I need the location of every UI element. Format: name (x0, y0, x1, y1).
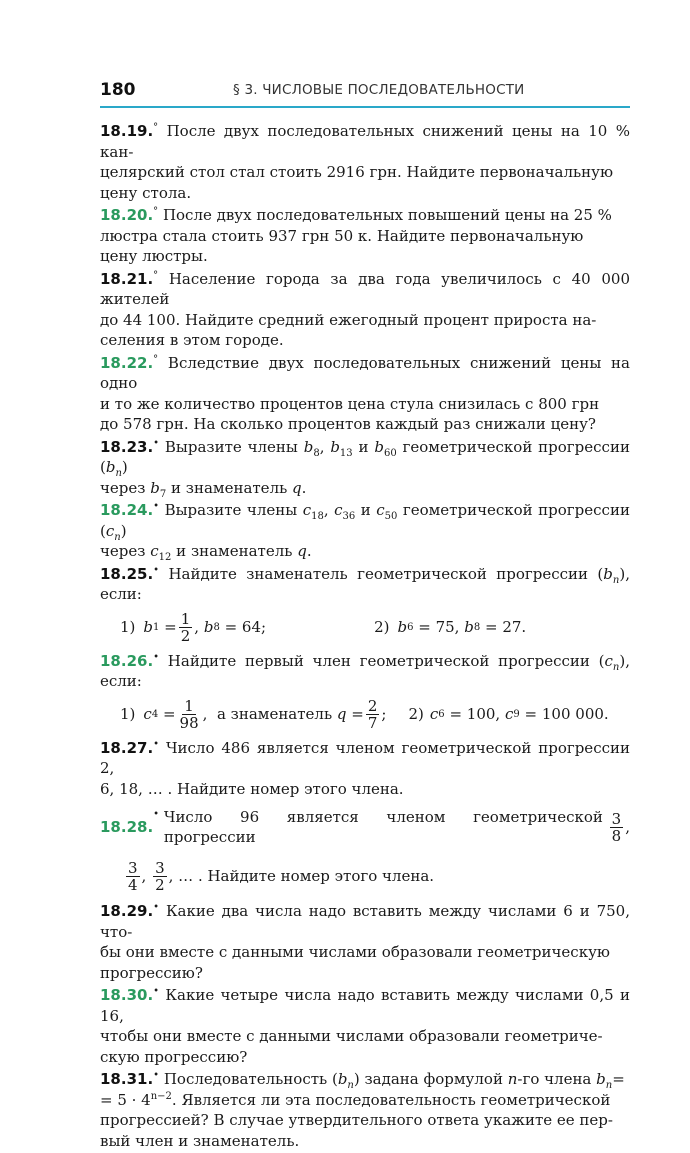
math-text: = 100, (449, 705, 501, 724)
problem-text: После двух последовательных снижений цены на 10 % кан- (100, 122, 630, 161)
math-sub: n (347, 1080, 354, 1091)
problem-number: 18.19. (100, 122, 154, 140)
problem-text: задана формулой (364, 1070, 503, 1088)
problem-text: и (358, 437, 369, 456)
problem-number: 18.23. (100, 437, 154, 456)
difficulty-mark: ° (153, 269, 159, 281)
math-sub: 12 (158, 552, 172, 563)
problem-text: прогрессией? В случае утвердительного ответа укажите ее пер- (100, 1111, 613, 1129)
math-var: b (330, 437, 340, 456)
difficulty-mark: • (153, 986, 160, 997)
denominator: 98 (179, 714, 199, 732)
problem-text: скую прогрессию? (100, 1047, 248, 1066)
numerator: 1 (180, 610, 191, 628)
difficulty-mark: • (153, 501, 160, 512)
math-text: = 64; (224, 618, 267, 637)
problem-18-22 (100, 353, 630, 435)
math-var: b (203, 618, 214, 637)
problem-text: и знаменатель (176, 542, 293, 560)
problem-text: Выразите члены (164, 501, 298, 519)
numerator: 3 (128, 858, 138, 877)
math-text: = 75, (418, 618, 460, 637)
denominator: 8 (611, 826, 622, 845)
math-var: c (143, 705, 152, 724)
numerator: 2 (367, 697, 378, 715)
problem-text: Какие четыре числа надо вставить между числами 0,5 и 16, (100, 986, 630, 1025)
problem-text: цену стола. (100, 183, 192, 202)
math-sub: 13 (339, 447, 353, 459)
fraction (366, 698, 380, 731)
difficulty-mark: • (153, 738, 160, 750)
problem-number: 18.22. (100, 353, 154, 372)
problem-text: Найдите знаменатель геометрической прогрессии (168, 564, 589, 583)
problem-18-23: 18.23.• Выразите члены $b_8$, $b_{13}$ и $b_{60}$ геометрической прогрессии $(b_n)$ через $b_7$ и знаменатель q. (100, 437, 630, 500)
problem-text: Число 486 является членом геометрической прогрессии 2, (100, 738, 630, 777)
math-var: c (302, 501, 312, 519)
problem-text: цену люстры. (100, 247, 208, 265)
numerator: 3 (611, 809, 622, 828)
difficulty-mark: ° (153, 353, 159, 365)
problem-text: прогрессию? (100, 963, 203, 982)
problem-list (100, 121, 630, 1153)
problem-text: геометрической прогрессии (402, 437, 630, 456)
problem-text: . Является ли эта последовательность геометрической (171, 1090, 611, 1109)
problem-18-31: 18.31.• Последовательность $(b_n)$ задана формулой n-го члена $b_n=$ = $5 \cdot 4^{n-2}$. Является ли эта последовательность геометрической прогрессией? В случае утвердительного ответа укажите ее пер- вый член и знаменатель. (100, 1070, 625, 1150)
problem-text: люстра стала стоить 937 грн 50 к. Найдите первоначальную (100, 226, 584, 245)
option-1: b 1 = $\frac{1}{2}$ , b 8 = 64; (143, 610, 267, 645)
math-var: b (337, 1070, 348, 1088)
problem-text: Последовательность (163, 1070, 328, 1088)
math-var: c (105, 521, 115, 540)
option-label: 2) (408, 705, 424, 724)
problem-number: 18.30. (100, 986, 154, 1004)
problem-number: 18.29. (100, 902, 154, 920)
problem-text: чтобы они вместе с данными числами образовали геометриче- (100, 1027, 603, 1045)
math-var: b (464, 618, 474, 637)
numerator: 1 (184, 697, 194, 715)
chapter-title: § 3. ЧИСЛОВЫЕ ПОСЛЕДОВАТЕЛЬНОСТИ (233, 82, 525, 98)
numerator: 3 (155, 858, 165, 877)
problem-text: и знаменатель (171, 478, 288, 497)
math-sub: n (612, 661, 620, 673)
option-2: b 6 = 75, b 8 = 27. (397, 618, 527, 637)
problem-number: 18.24. (100, 501, 154, 519)
fraction (178, 698, 201, 731)
problem-text: Число 96 является членом геометрической прогрессии (163, 807, 603, 846)
math-var: n (507, 1070, 518, 1088)
math-var: c (604, 651, 613, 670)
problem-text: После двух последовательных повышений цены на 25 % (162, 206, 612, 224)
math-var: b (596, 1070, 606, 1088)
problem-text: а знаменатель (216, 705, 333, 724)
problem-18-25: 18.25.• Найдите знаменатель геометрической прогрессии $(b_n)$, если: 1) b 1 = $\frac{1}{2}$ , b 8 = 64; 2) b 6 = 75, b 8 = 27. (100, 564, 630, 649)
math-var: b (105, 458, 116, 476)
math-var: q (292, 478, 302, 497)
fraction (610, 811, 624, 844)
math-sub: 18 (311, 511, 324, 522)
problem-text: и (360, 501, 371, 519)
problem-number: 18.26. (100, 651, 154, 670)
math-sub: n (115, 468, 122, 479)
fraction (126, 860, 140, 893)
problem-text: вый член и знаменатель. (100, 1131, 300, 1150)
math-var: c (334, 501, 343, 519)
problem-18-26: 18.26.• Найдите первый член геометрической прогрессии $(c_n)$, если: 1) c 4 = $\frac{1}{98}$ , а знаменатель q = $\frac{2}{7}$ ; 2) c 6 = 100, c 9 = 100 000. (100, 651, 630, 736)
math-var: b (150, 478, 160, 497)
problem-18-27 (100, 738, 630, 800)
problem-number: 18.31. (100, 1070, 154, 1088)
math-sub: 50 (384, 511, 398, 522)
math-var: c (376, 501, 385, 519)
problem-text: 6, 18, … . Найдите номер этого члена. (100, 779, 404, 798)
problem-text: Выразите члены (164, 437, 298, 456)
difficulty-mark: ° (153, 122, 159, 133)
option-label: 1) (120, 618, 136, 637)
math-sub: 60 (383, 447, 397, 459)
problem-number: 18.20. (100, 206, 154, 224)
page-header (100, 80, 630, 108)
math-sub: n (114, 531, 121, 543)
page-number: 180 (100, 80, 136, 100)
problem-18-30 (100, 985, 630, 1067)
math-sub: 8 (313, 447, 320, 459)
problem-18-20 (100, 205, 630, 267)
difficulty-mark: ° (153, 206, 159, 217)
denominator: 7 (367, 714, 378, 732)
math-sub: 7 (159, 488, 167, 500)
problem-text: , если: (100, 564, 630, 603)
math-var: b (303, 437, 314, 456)
denominator: 4 (128, 875, 138, 894)
problem-18-19 (100, 121, 630, 203)
difficulty-mark: • (153, 437, 160, 449)
problem-text: , если: (100, 651, 630, 690)
math-var: b (397, 618, 408, 637)
math-sub: n (612, 574, 620, 586)
answer-options (100, 694, 630, 736)
formula-exponent: n−2 (150, 1090, 172, 1102)
problem-line: $\frac{3}{4}$ , $\frac{3}{2}$ , … . Найдите номер этого члена. (128, 858, 435, 894)
difficulty-mark: • (153, 564, 160, 576)
problem-number: 18.21. (100, 269, 154, 288)
math-var: c (429, 705, 439, 724)
option-1: c 4 = $\frac{1}{98}$ , а знаменатель q = $\frac{2}{7}$ ; (143, 697, 387, 732)
math-var: q (297, 542, 307, 560)
problem-text: -го члена (517, 1070, 592, 1088)
problem-text: бы они вместе с данными числами образовали геометрическую (100, 943, 610, 961)
problem-number: 18.25. (100, 564, 154, 583)
problem-18-29 (100, 901, 630, 983)
option-label: 1) (120, 705, 136, 724)
math-text: ; (381, 705, 387, 724)
problem-text: целярский стол стал стоить 2916 грн. Найдите первоначальную (100, 163, 614, 181)
fraction (153, 860, 167, 893)
problem-number: 18.28. (100, 817, 154, 836)
math-var: b (374, 437, 384, 456)
fraction (179, 611, 193, 644)
math-var: b (603, 564, 613, 583)
problem-line: 18.28. • Число 96 является членом геометрической прогрессии $\frac{3}{8}$ , (100, 807, 630, 846)
problem-18-28 (100, 805, 630, 899)
problem-number: 18.27. (100, 738, 154, 757)
problem-text: геометрической прогрессии (402, 501, 630, 519)
math-sub: n (605, 1080, 613, 1091)
problem-text: до 578 грн. На сколько процентов каждый раз снижали цену? (100, 415, 596, 433)
problem-text: через (100, 542, 146, 560)
denominator: 2 (180, 627, 191, 645)
math-var: c (150, 542, 159, 560)
problem-text: Вследствие двух последовательных снижений цены на одно (100, 353, 630, 392)
math-sub: 36 (342, 511, 356, 522)
option-label: 2) (374, 618, 390, 637)
math-var: b (143, 618, 154, 637)
formula: = 5 · 4 (100, 1090, 151, 1109)
option-2: c 6 = 100, c 9 = 100 000. (429, 705, 609, 724)
problem-text: Население города за два года увеличилось с 40 000 жителей (100, 269, 630, 308)
denominator: 2 (155, 875, 165, 894)
difficulty-mark: • (153, 902, 160, 913)
problem-text: Найдите первый член геометрической прогрессии (167, 651, 590, 670)
problem-text: через (100, 478, 146, 497)
problem-text: , … . Найдите номер этого члена. (168, 866, 435, 885)
problem-text: и то же количество процентов цена стула снизилась с 800 грн (100, 394, 600, 413)
problem-18-24: 18.24.• Выразите члены $c_{18}$, $c_{36}$ и $c_{50}$ геометрической прогрессии $(c_n)$ через $c_{12}$ и знаменатель q. (100, 501, 630, 563)
math-var: c (504, 705, 514, 724)
difficulty-mark: • (153, 1070, 160, 1081)
problem-18-21 (100, 269, 630, 351)
problem-text: селения в этом городе. (100, 331, 284, 349)
answer-options (100, 607, 630, 649)
math-var: q (336, 705, 347, 724)
difficulty-mark: • (153, 651, 160, 663)
problem-text: Какие два числа надо вставить между числами 6 и 750, что- (100, 902, 630, 941)
problem-text: до 44 100. Найдите средний ежегодный процент прироста на- (100, 310, 597, 329)
math-text: = 100 000. (524, 705, 609, 724)
math-text: = 27. (485, 618, 527, 637)
